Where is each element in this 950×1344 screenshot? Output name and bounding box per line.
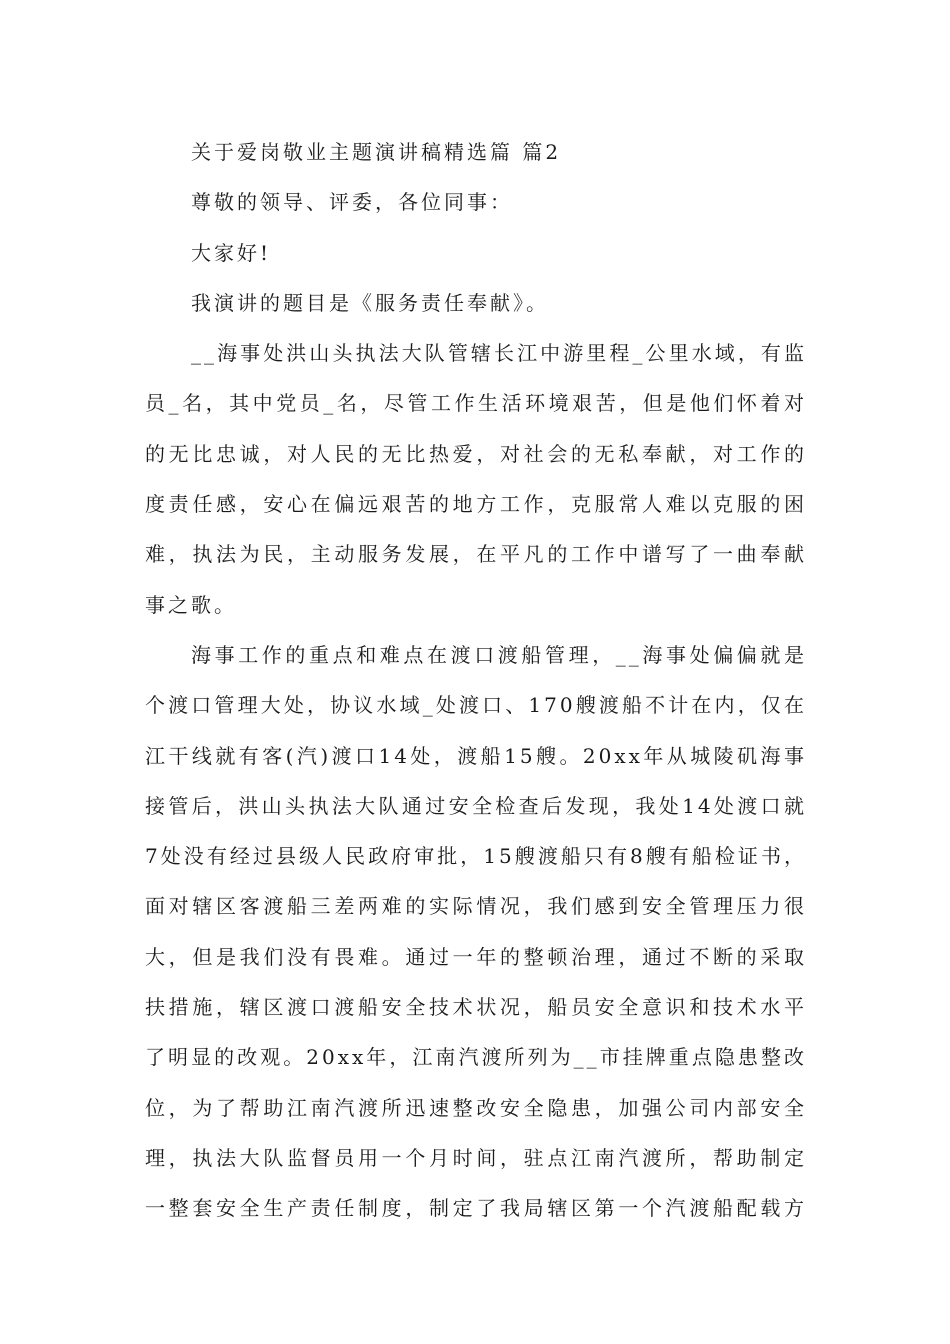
paragraph-line: 大，但是我们没有畏难。通过一年的整顿治理，通过不断的采取 <box>145 944 807 969</box>
paragraph-line: 接管后，洪山头执法大队通过安全检查后发现，我处14处渡口就 <box>145 793 807 818</box>
paragraph-line: 位，为了帮助江南汽渡所迅速整改安全隐患，加强公司内部安全 <box>145 1095 807 1120</box>
paragraph-line: 个渡口管理大处，协议水域_处渡口、170艘渡船不计在内，仅在 <box>145 693 807 718</box>
paragraph-line: 理，执法大队监督员用一个月时间，驻点江南汽渡所，帮助制定 <box>145 1145 807 1170</box>
greeting: 大家好! <box>191 240 272 265</box>
paragraph-line: 面对辖区客渡船三差两难的实际情况，我们感到安全管理压力很 <box>145 894 807 919</box>
paragraph-line: 了明显的改观。20xx年，江南汽渡所列为__市挂牌重点隐患整改 <box>145 1045 807 1070</box>
salutation: 尊敬的领导、评委，各位同事： <box>191 190 513 215</box>
paragraph-line: 7处没有经过县级人民政府审批，15艘渡船只有8艘有船检证书， <box>145 844 807 869</box>
document-title: 关于爱岗敬业主题演讲稿精选篇 篇2 <box>191 140 562 164</box>
document-body <box>145 133 807 1240</box>
paragraph-line: 事之歌。 <box>145 592 237 617</box>
paragraph-line: __海事处洪山头执法大队管辖长江中游里程_公里水域，有监 <box>191 341 807 366</box>
paragraph-line: 江干线就有客(汽)渡口14处，渡船15艘。20xx年从城陵矶海事 <box>145 743 807 768</box>
speech-topic: 我演讲的题目是《服务责任奉献》。 <box>191 290 549 315</box>
paragraph-line: 海事工作的重点和难点在渡口渡船管理，__海事处偏偏就是 <box>191 642 807 667</box>
paragraph-line: 难，执法为民，主动服务发展，在平凡的工作中谱写了一曲奉献 <box>145 542 807 567</box>
paragraph-1 <box>145 334 807 623</box>
paragraph-line: 的无比忠诚，对人民的无比热爱，对社会的无私奉献，对工作的 <box>145 441 807 466</box>
paragraph-line: 扶措施，辖区渡口渡船安全技术状况，船员安全意识和技术水平 <box>145 995 807 1020</box>
paragraph-line: 一整套安全生产责任制度，制定了我局辖区第一个汽渡船配载方 <box>145 1196 807 1221</box>
paragraph-line: 度责任感，安心在偏远艰苦的地方工作，克服常人难以克服的困 <box>145 492 807 517</box>
paragraph-line: 员_名，其中党员_名，尽管工作生活环境艰苦，但是他们怀着对 <box>145 391 807 416</box>
paragraph-2 <box>145 636 807 1227</box>
